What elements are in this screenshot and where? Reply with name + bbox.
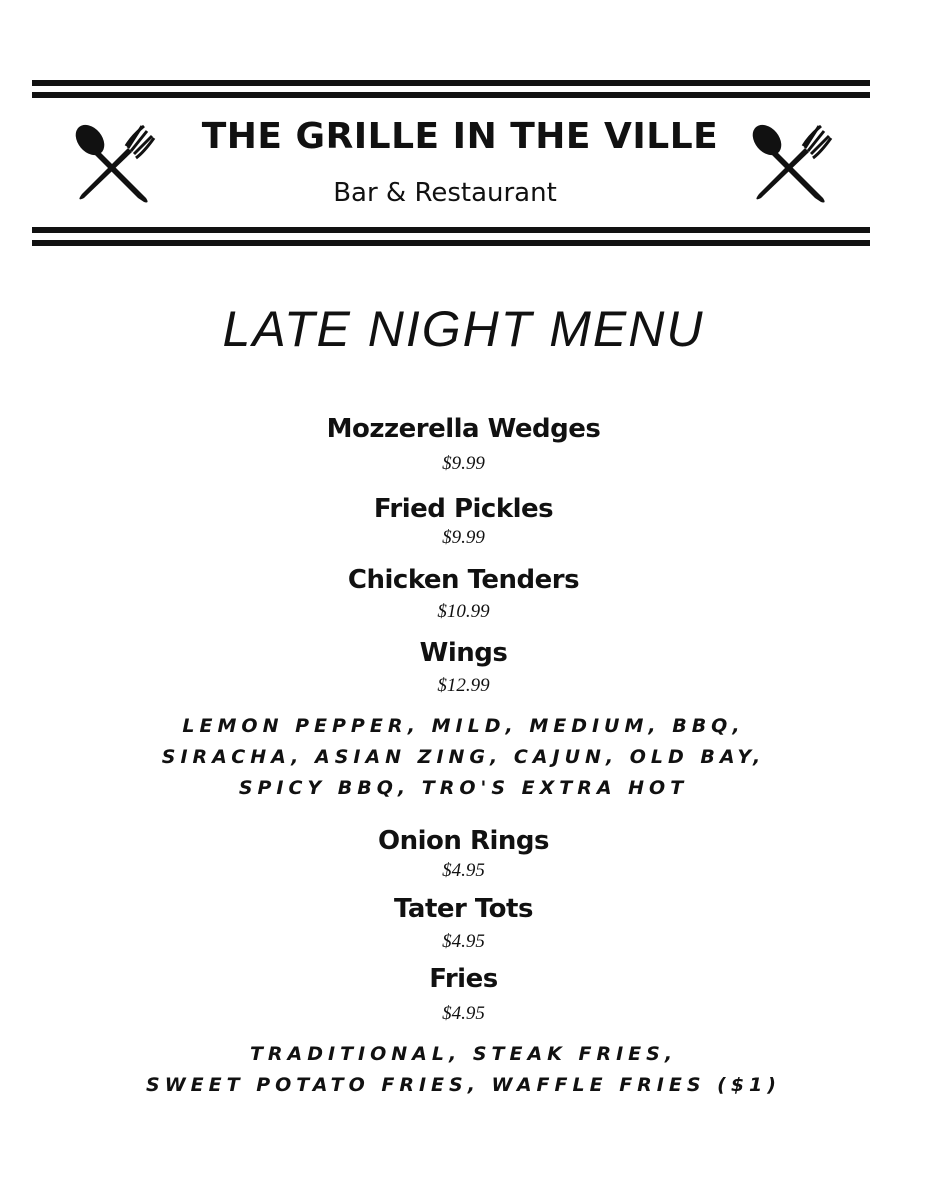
wing-flavor-line: LEMON PEPPER, MILD, MEDIUM, BBQ,	[182, 715, 745, 737]
header-top-rule-1	[32, 80, 870, 86]
menu-item-name: Chicken Tenders	[347, 565, 580, 595]
fry-option-line: TRADITIONAL, STEAK FRIES,	[249, 1043, 678, 1065]
menu-item-name: Tater Tots	[394, 894, 533, 924]
fry-option-line: SWEET POTATO FRIES, WAFFLE FRIES ($1)	[146, 1074, 781, 1096]
restaurant-name: THE GRILLE IN THE VILLE	[201, 116, 719, 157]
menu-item-name: Fried Pickles	[373, 494, 554, 524]
menu-item-price: $9.99	[442, 527, 485, 548]
menu-item-price: $10.99	[437, 601, 490, 622]
menu-heading: LATE NIGHT MENU	[222, 301, 705, 357]
restaurant-subtitle: Bar & Restaurant	[333, 178, 557, 208]
menu-item-name: Fries	[429, 964, 498, 994]
menu-item-price: $4.95	[442, 1003, 485, 1024]
menu-item-price: $4.95	[442, 860, 485, 881]
menu-item-name: Mozzerella Wedges	[326, 414, 601, 444]
menu-item-name: Onion Rings	[378, 826, 549, 856]
menu-item-name: Wings	[419, 638, 508, 668]
menu-item-price: $12.99	[437, 675, 490, 696]
spoon-fork-left-icon	[68, 118, 158, 208]
header-bottom-rule-2	[32, 240, 870, 246]
menu-item-price: $4.95	[442, 931, 485, 952]
wing-flavor-line: SPICY BBQ, TRO'S EXTRA HOT	[238, 777, 689, 799]
header-top-rule-2	[32, 92, 870, 98]
wing-flavor-line: SIRACHA, ASIAN ZING, CAJUN, OLD BAY,	[161, 746, 766, 768]
menu-item-price: $9.99	[442, 453, 485, 474]
header-bottom-rule-1	[32, 227, 870, 233]
